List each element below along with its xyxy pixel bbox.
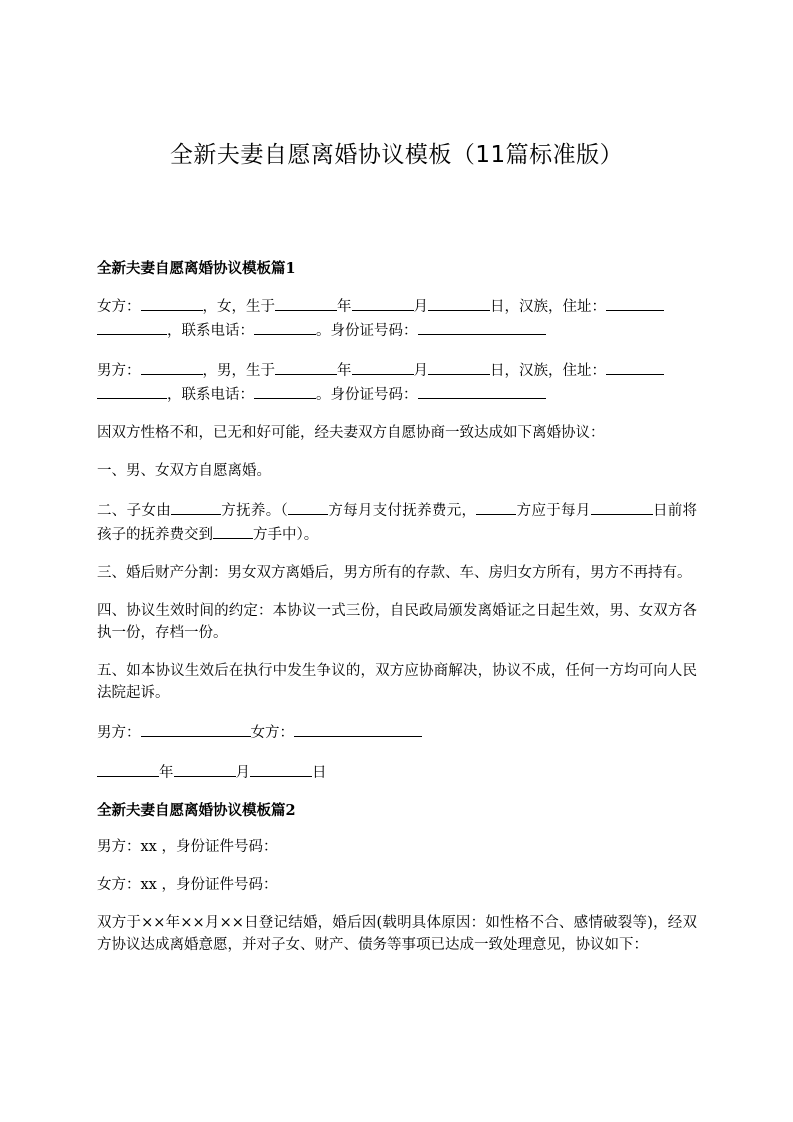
label-text: 年 [159,765,174,781]
agreement-intro-2: 双方于××年××月××日登记结婚，婚后因(载明具体原因：如性格不合、感情破裂等)，经双方协议达成离婚意愿，并对子女、财产、债务等事项已达成一致处理意见，协议如下： [97,915,697,953]
clause-3: 三、婚后财产分割：男女双方离婚后，男方所有的存款、车、房归女方所有，男方不再持有。 [97,565,692,581]
clause-1: 一、男、女双方自愿离婚。 [97,463,271,479]
blank-sign-month[interactable] [174,760,236,777]
blank-sign-day[interactable] [250,760,312,777]
label-text: 日 [312,765,327,781]
clause-text: 方抚养。（ [221,503,289,519]
clause-5: 五、如本协议生效后在执行中发生争议的，双方应协商解决，协议不成，任何一方均可向人民法院起诉。 [97,663,697,701]
signature-line [97,720,697,744]
label-text: 男方： [97,725,141,741]
clause-text: 方每月支付抚养费元， [328,503,477,519]
clause-4: 四、协议生效时间的约定：本协议一式三份，自民政局颁发离婚证之日起生效，男、女双方各执一份，存档一份。 [97,603,697,641]
blank-id-number[interactable] [418,382,546,399]
blank-birth-day[interactable] [428,358,490,375]
label-text: ，男，生于 [202,363,275,379]
section-heading-1: 全新夫妻自愿离婚协议模板篇1 [97,260,296,277]
blank-birth-month[interactable] [352,294,414,311]
blank-husband-signature[interactable] [141,720,251,737]
label-text: 女方： [97,299,141,315]
clause-text: 方应于每月 [516,503,591,519]
blank-custody-party[interactable] [171,498,221,515]
blank-payer-party-2[interactable] [476,498,516,515]
label-text: 年 [337,363,352,379]
blank-address[interactable] [606,294,664,311]
label-text: ，联系电话： [167,387,254,403]
document-title: 全新夫妻自愿离婚协议模板（11篇标准版） [169,142,624,168]
label-text: 。身份证号码： [316,323,418,339]
label-text: 日，汉族，住址： [490,299,606,315]
date-line [97,760,697,784]
blank-id-number[interactable] [418,318,546,335]
wife-info-line [97,294,697,342]
blank-sign-year[interactable] [97,760,159,777]
husband-info-line [97,358,697,406]
section-heading-2: 全新夫妻自愿离婚协议模板篇2 [97,802,296,819]
blank-payer-party[interactable] [288,498,328,515]
blank-address-cont[interactable] [97,318,167,335]
label-text: 。身份证号码： [316,387,418,403]
label-text: 日，汉族，住址： [490,363,606,379]
husband-id-line: 男方：xx ，身份证件号码： [97,839,278,855]
blank-pay-day[interactable] [591,498,653,515]
blank-wife-signature[interactable] [294,720,422,737]
blank-address-cont[interactable] [97,382,167,399]
label-text: 男方： [97,363,141,379]
blank-birth-year[interactable] [275,358,337,375]
clause-text: 方手中）。 [253,527,319,543]
blank-birth-year[interactable] [275,294,337,311]
label-text: ，女，生于 [202,299,275,315]
blank-name[interactable] [141,358,203,375]
blank-birth-month[interactable] [352,358,414,375]
wife-id-line: 女方：xx ，身份证件号码： [97,877,278,893]
blank-name[interactable] [141,294,203,311]
label-text: 年 [337,299,352,315]
blank-birth-day[interactable] [428,294,490,311]
agreement-intro: 因双方性格不和，已无和好可能，经夫妻双方自愿协商一致达成如下离婚协议： [97,425,605,441]
label-text: 月 [413,299,428,315]
label-text: 月 [413,363,428,379]
label-text: 女方： [250,725,294,741]
label-text: 月 [235,765,250,781]
clause-text: 日前将孩子的抚养费交到 [97,503,698,543]
blank-address[interactable] [606,358,664,375]
label-text: ，联系电话： [167,323,254,339]
clause-2 [97,498,697,546]
document-body [97,258,697,972]
blank-receiver-party[interactable] [213,522,253,539]
blank-phone[interactable] [254,318,316,335]
clause-text: 二、子女由 [97,503,171,519]
blank-phone[interactable] [254,382,316,399]
